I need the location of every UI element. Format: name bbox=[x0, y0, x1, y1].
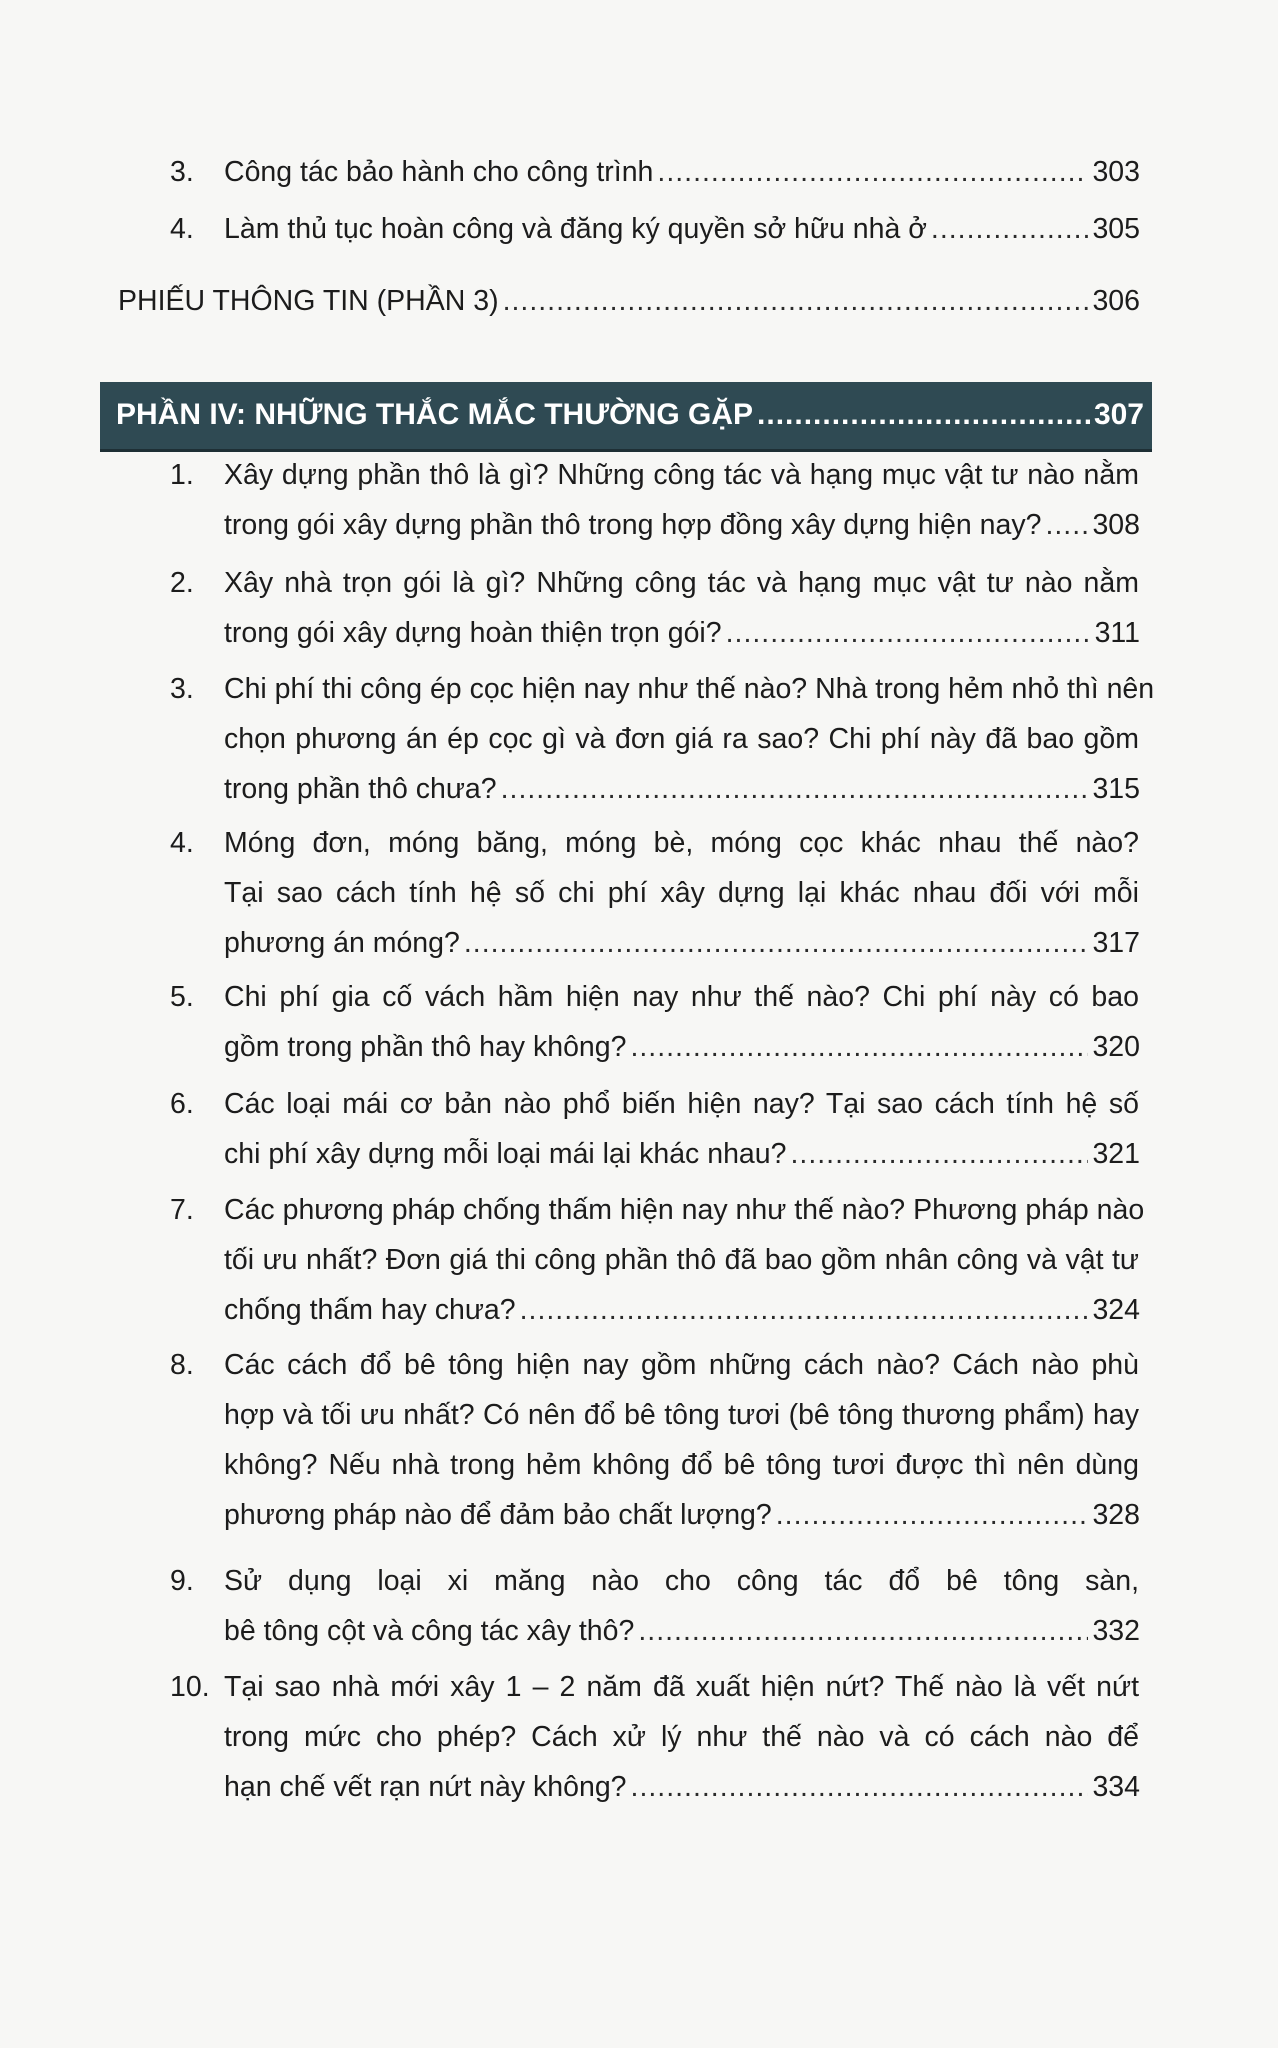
question-text: bê tông cột và công tác xây thô? bbox=[224, 1615, 635, 1647]
dot-leader bbox=[931, 212, 1089, 246]
question-page: 324 bbox=[1092, 1294, 1140, 1326]
dot-leader bbox=[657, 155, 1088, 189]
question-number: 4. bbox=[170, 827, 194, 859]
question-text: không? Nếu nhà trong hẻm không đổ bê tông tươi được thì nên dùng bbox=[224, 1449, 1139, 1481]
dot-leader bbox=[638, 1614, 1088, 1648]
question-page: 311 bbox=[1094, 617, 1140, 649]
question-text: Xây dựng phần thô là gì? Những công tác và hạng mục vật tư nào nằm bbox=[224, 459, 1139, 491]
dot-leader bbox=[464, 926, 1089, 960]
question-line bbox=[224, 1243, 1139, 1277]
question-text: Các loại mái cơ bản nào phổ biến hiện nay? Tại sao cách tính hệ số bbox=[224, 1088, 1139, 1120]
question-line bbox=[224, 826, 1139, 860]
question-page: 308 bbox=[1092, 509, 1140, 541]
question-line bbox=[224, 1720, 1139, 1754]
question-text: phương án móng? bbox=[224, 927, 460, 959]
question-text: hạn chế vết rạn nứt này không? bbox=[224, 1771, 627, 1803]
entry-number: 3. bbox=[170, 156, 194, 188]
dot-leader bbox=[631, 1770, 1089, 1804]
question-page: 334 bbox=[1092, 1771, 1140, 1803]
entry-page: 306 bbox=[1092, 285, 1140, 317]
question-text: Xây nhà trọn gói là gì? Những công tác và hạng mục vật tư nào nằm bbox=[224, 567, 1139, 599]
question-page: 321 bbox=[1092, 1138, 1140, 1170]
question-number: 6. bbox=[170, 1088, 194, 1120]
entry-title: Làm thủ tục hoàn công và đăng ký quyền sở hữu nhà ở bbox=[224, 213, 927, 245]
question-line bbox=[224, 876, 1139, 910]
question-text: Tại sao cách tính hệ số chi phí xây dựng lại khác nhau đối với mỗi bbox=[224, 877, 1139, 909]
question-page: 320 bbox=[1092, 1031, 1140, 1063]
question-page: 315 bbox=[1092, 773, 1140, 805]
question-number: 5. bbox=[170, 981, 194, 1013]
question-text: trong phần thô chưa? bbox=[224, 773, 497, 805]
question-number: 10. bbox=[170, 1671, 210, 1703]
question-line bbox=[224, 1448, 1139, 1482]
dot-leader bbox=[757, 396, 1090, 434]
entry-page: 303 bbox=[1092, 156, 1140, 188]
entry-title: PHIẾU THÔNG TIN (PHẦN 3) bbox=[118, 285, 499, 317]
question-text: Móng đơn, móng băng, móng bè, móng cọc khác nhau thế nào? bbox=[224, 827, 1139, 859]
question-text: trong gói xây dựng phần thô trong hợp đồng xây dựng hiện nay? bbox=[224, 509, 1042, 541]
entry-title: Công tác bảo hành cho công trình bbox=[224, 156, 654, 188]
question-text: tối ưu nhất? Đơn giá thi công phần thô đã bao gồm nhân công và vật tư bbox=[224, 1244, 1139, 1276]
question-line bbox=[224, 1398, 1139, 1432]
question-line bbox=[224, 672, 1155, 706]
question-number: 3. bbox=[170, 673, 194, 705]
section-heading-bar bbox=[100, 382, 1152, 452]
question-line bbox=[224, 1193, 1145, 1227]
question-line bbox=[224, 1348, 1139, 1382]
dot-leader bbox=[726, 616, 1091, 650]
question-number: 8. bbox=[170, 1349, 194, 1381]
question-line bbox=[224, 980, 1139, 1014]
question-text: phương pháp nào để đảm bảo chất lượng? bbox=[224, 1499, 772, 1531]
question-text: hợp và tối ưu nhất? Có nên đổ bê tông tươi (bê tông thương phẩm) hay bbox=[224, 1399, 1139, 1431]
entry-number: 4. bbox=[170, 213, 194, 245]
question-text: Các cách đổ bê tông hiện nay gồm những cách nào? Cách nào phù bbox=[224, 1349, 1139, 1381]
dot-leader bbox=[520, 1293, 1089, 1327]
question-line bbox=[224, 722, 1139, 756]
question-text: Sử dụng loại xi măng nào cho công tác đổ bê tông sàn, bbox=[224, 1565, 1139, 1597]
question-number: 7. bbox=[170, 1194, 194, 1226]
dot-leader bbox=[501, 772, 1089, 806]
question-text: Các phương pháp chống thấm hiện nay như thế nào? Phương pháp nào bbox=[224, 1194, 1145, 1226]
dot-leader bbox=[1045, 508, 1088, 542]
question-text: chống thấm hay chưa? bbox=[224, 1294, 516, 1326]
dot-leader bbox=[776, 1498, 1089, 1532]
question-page: 328 bbox=[1092, 1499, 1140, 1531]
question-line bbox=[224, 1564, 1139, 1598]
question-line bbox=[224, 458, 1139, 492]
dot-leader bbox=[630, 1030, 1088, 1064]
question-text: Chi phí thi công ép cọc hiện nay như thế nào? Nhà trong hẻm nhỏ thì nên bbox=[224, 673, 1155, 705]
question-number: 1. bbox=[170, 459, 194, 491]
question-number: 2. bbox=[170, 567, 194, 599]
question-line bbox=[224, 566, 1139, 600]
question-text: chọn phương án ép cọc gì và đơn giá ra sao? Chi phí này đã bao gồm bbox=[224, 723, 1139, 755]
question-line bbox=[224, 1087, 1139, 1121]
question-number: 9. bbox=[170, 1565, 194, 1597]
question-page: 317 bbox=[1092, 927, 1140, 959]
dot-leader bbox=[790, 1137, 1088, 1171]
section-page: 307 bbox=[1093, 398, 1144, 431]
question-text: trong mức cho phép? Cách xử lý như thế nào và có cách nào để bbox=[224, 1721, 1139, 1753]
question-line bbox=[224, 1670, 1139, 1704]
question-text: trong gói xây dựng hoàn thiện trọn gói? bbox=[224, 617, 722, 649]
question-text: Tại sao nhà mới xây 1 – 2 năm đã xuất hiện nứt? Thế nào là vết nứt bbox=[224, 1671, 1139, 1703]
question-text: chi phí xây dựng mỗi loại mái lại khác nhau? bbox=[224, 1138, 787, 1170]
entry-page: 305 bbox=[1092, 213, 1140, 245]
section-title: PHẦN IV: NHỮNG THẮC MẮC THƯỜNG GẶP bbox=[116, 398, 754, 431]
question-page: 332 bbox=[1092, 1615, 1140, 1647]
toc-entry-info-sheet bbox=[118, 284, 1140, 318]
question-text: Chi phí gia cố vách hầm hiện nay như thế nào? Chi phí này có bao bbox=[224, 981, 1139, 1013]
dot-leader bbox=[503, 284, 1089, 318]
question-text: gồm trong phần thô hay không? bbox=[224, 1031, 627, 1063]
